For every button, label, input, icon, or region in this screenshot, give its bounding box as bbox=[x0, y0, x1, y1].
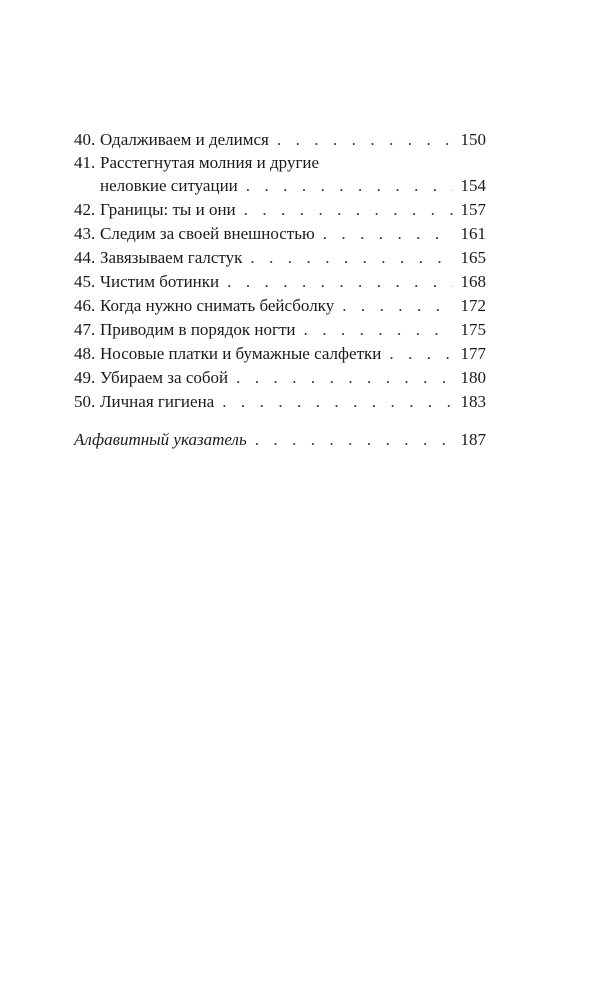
toc-entry-page: 150 bbox=[460, 130, 486, 149]
dot-leader bbox=[389, 342, 452, 366]
toc-entry-number: 50. bbox=[74, 392, 96, 411]
toc-entry-44 bbox=[74, 246, 486, 270]
toc-entry-number: 44. bbox=[74, 248, 96, 267]
toc-entry-45 bbox=[74, 270, 486, 294]
dot-leader bbox=[304, 318, 453, 342]
toc-entry-number: 45. bbox=[74, 272, 96, 291]
toc-entry-title: Приводим в порядок ногти bbox=[100, 320, 296, 339]
index-page: 187 bbox=[460, 430, 486, 449]
toc-entry-number: 40. bbox=[74, 130, 96, 149]
toc-entry-page: 177 bbox=[460, 344, 486, 363]
toc-entry-page: 165 bbox=[460, 248, 486, 267]
dot-leader bbox=[255, 428, 453, 452]
toc-entry-title: Личная гигиена bbox=[100, 392, 215, 411]
index-title: Алфавитный указатель bbox=[74, 430, 247, 449]
dot-leader bbox=[227, 270, 452, 294]
toc-entry-42 bbox=[74, 198, 486, 222]
toc-entry-title: Когда нужно снимать бейсболку bbox=[100, 296, 335, 315]
toc-entry-page: 157 bbox=[460, 200, 486, 219]
toc-entry-40 bbox=[74, 128, 486, 152]
toc-entry-number: 41. bbox=[74, 153, 96, 172]
toc-entry-title: неловкие ситуации bbox=[100, 176, 238, 195]
toc-entry-number: 46. bbox=[74, 296, 96, 315]
dot-leader bbox=[342, 294, 452, 318]
toc-entry-title: Расстегнутая молния и другие bbox=[100, 153, 320, 172]
toc-entry-page: 161 bbox=[460, 224, 486, 243]
toc-entry-47 bbox=[74, 318, 486, 342]
toc-entry-title: Носовые платки и бумажные салфетки bbox=[100, 344, 382, 363]
toc-entry-page: 154 bbox=[460, 176, 486, 195]
toc-entry-title: Завязываем галстук bbox=[100, 248, 243, 267]
toc-entry-title: Чистим ботинки bbox=[100, 272, 220, 291]
toc-entry-page: 168 bbox=[460, 272, 486, 291]
toc-entry-index bbox=[74, 428, 486, 452]
toc-entry-number: 48. bbox=[74, 344, 96, 363]
toc-entry-41-line-2 bbox=[74, 174, 486, 198]
dot-leader bbox=[236, 366, 452, 390]
dot-leader bbox=[222, 390, 452, 414]
toc-entry-50 bbox=[74, 390, 486, 414]
dot-leader bbox=[323, 222, 453, 246]
toc-entry-41-line-1 bbox=[74, 152, 486, 174]
dot-leader bbox=[244, 198, 453, 222]
toc-entry-number: 42. bbox=[74, 200, 96, 219]
dot-leader bbox=[246, 174, 453, 198]
toc-entry-number: 47. bbox=[74, 320, 96, 339]
toc-entry-title: Следим за своей внешностью bbox=[100, 224, 315, 243]
toc-entry-number: 43. bbox=[74, 224, 96, 243]
dot-leader bbox=[277, 128, 453, 152]
dot-leader bbox=[250, 246, 452, 270]
toc-entry-title: Убираем за собой bbox=[100, 368, 229, 387]
toc-entry-page: 172 bbox=[460, 296, 486, 315]
toc-entry-title: Границы: ты и они bbox=[100, 200, 236, 219]
toc-entry-page: 175 bbox=[460, 320, 486, 339]
toc-entry-49 bbox=[74, 366, 486, 390]
toc-entry-48 bbox=[74, 342, 486, 366]
toc-entry-page: 180 bbox=[460, 368, 486, 387]
toc-entry-46 bbox=[74, 294, 486, 318]
table-of-contents bbox=[74, 128, 486, 452]
toc-entry-title: Одалживаем и делимся bbox=[100, 130, 269, 149]
toc-entry-page: 183 bbox=[460, 392, 486, 411]
toc-entry-number: 49. bbox=[74, 368, 96, 387]
toc-entry-43 bbox=[74, 222, 486, 246]
